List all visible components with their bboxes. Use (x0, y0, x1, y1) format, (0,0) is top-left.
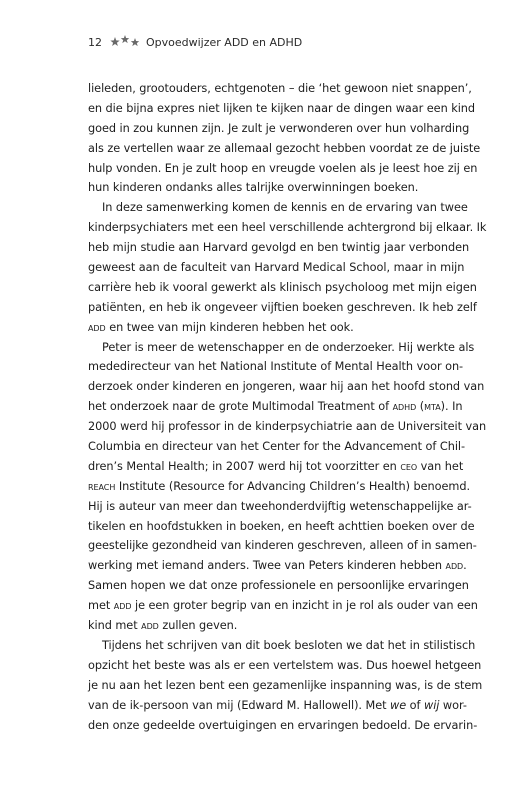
text-line: kinderpsychiaters met een heel verschillende achtergrond bij elkaar. Ik (88, 221, 487, 235)
paragraph (88, 79, 481, 198)
text-line: goed in zou kunnen zijn. Je zult je verwonderen over hun volharding (88, 121, 470, 135)
text-line: werking met iemand anders. Twee van Peters kinderen hebben add. (88, 559, 467, 573)
running-header (88, 34, 302, 50)
text-line: hulp vonden. En je zult hoop en vreugde voelen als je leest hoe zij en (88, 161, 478, 175)
text-line: als ze vertellen waar ze allemaal gezocht hebben voordat ze de juiste (88, 141, 481, 155)
body-text (88, 79, 487, 735)
text-line: add en twee van mijn kinderen hebben het ook. (88, 320, 354, 334)
text-line: mededirecteur van het National Institute of Mental Health voor on- (88, 360, 464, 374)
text-line: 2000 werd hij professor in de kinderpsychiatrie aan de Universiteit van (88, 420, 487, 434)
text-line: Peter is meer de wetenschapper en de onderzoeker. Hij werkte als (102, 340, 475, 354)
three-stars-ornament-icon (110, 34, 140, 50)
text-line: van de ik-persoon van mij (Edward M. Hallowell). Met we of wij wor- (88, 698, 467, 712)
text-line: derzoek onder kinderen en jongeren, waar hij aan het hoofd stond van (88, 380, 485, 394)
text-line: hun kinderen ondanks alles talrijke overwinningen boeken. (88, 181, 419, 195)
text-line: Samen hopen we dat onze professionele en persoonlijke ervaringen (88, 579, 469, 593)
text-line: geestelijke gezondheid van kinderen geschreven, alleen of in samen- (88, 539, 477, 553)
text-line: het onderzoek naar de grote Multimodal Treatment of adhd (mta). In (88, 400, 463, 414)
text-line: patiënten, en heb ik ongeveer vijftien boeken geschreven. Ik heb zelf (88, 300, 477, 314)
running-title: Opvoedwijzer ADD en ADHD (146, 35, 303, 49)
text-line: den onze gedeelde overtuigingen en ervaringen bedoeld. De ervarin- (88, 718, 478, 732)
text-line: carrière heb ik vooral gewerkt als klinisch psycholoog met mijn eigen (88, 280, 477, 294)
paragraph (88, 636, 483, 735)
paragraph (88, 338, 487, 636)
text-line: heb mijn studie aan Harvard gevolgd en ben twintig jaar verbonden (88, 241, 470, 255)
text-line: lieleden, grootouders, echtgenoten – die ‘het gewoon niet snappen’, (88, 82, 472, 95)
paragraph (88, 198, 487, 337)
text-line: kind met add zullen geven. (88, 619, 238, 633)
text-line: In deze samenwerking komen de kennis en de ervaring van twee (102, 201, 468, 215)
text-line: reach Institute (Resource for Advancing Children’s Health) benoemd. (88, 479, 471, 493)
text-line: dren’s Mental Health; in 2007 werd hij tot voorzitter en ceo van het (88, 459, 464, 473)
text-line: Hij is auteur van meer dan tweehonderdvijftig wetenschappelijke ar- (88, 499, 472, 513)
text-line: opzicht het beste was als er een vertelstem was. Dus hoewel hetgeen (88, 658, 482, 672)
text-line: Columbia en directeur van het Center for the Advancement of Chil- (88, 440, 466, 454)
text-line: met add je een groter begrip van en inzicht in je rol als ouder van een (88, 599, 478, 613)
text-line: Tijdens het schrijven van dit boek besloten we dat het in stilistisch (102, 638, 476, 652)
text-line: geweest aan de faculteit van Harvard Medical School, maar in mijn (88, 261, 465, 275)
text-line: je nu aan het lezen bent een gezamenlijke inspanning was, is de stem (88, 678, 483, 692)
page-number: 12 (88, 35, 102, 49)
text-line: tikelen en hoofdstukken in boeken, en heeft achttien boeken over de (88, 519, 475, 533)
text-line: en die bijna expres niet lijken te kijken naar de dingen waar een kind (88, 101, 476, 115)
